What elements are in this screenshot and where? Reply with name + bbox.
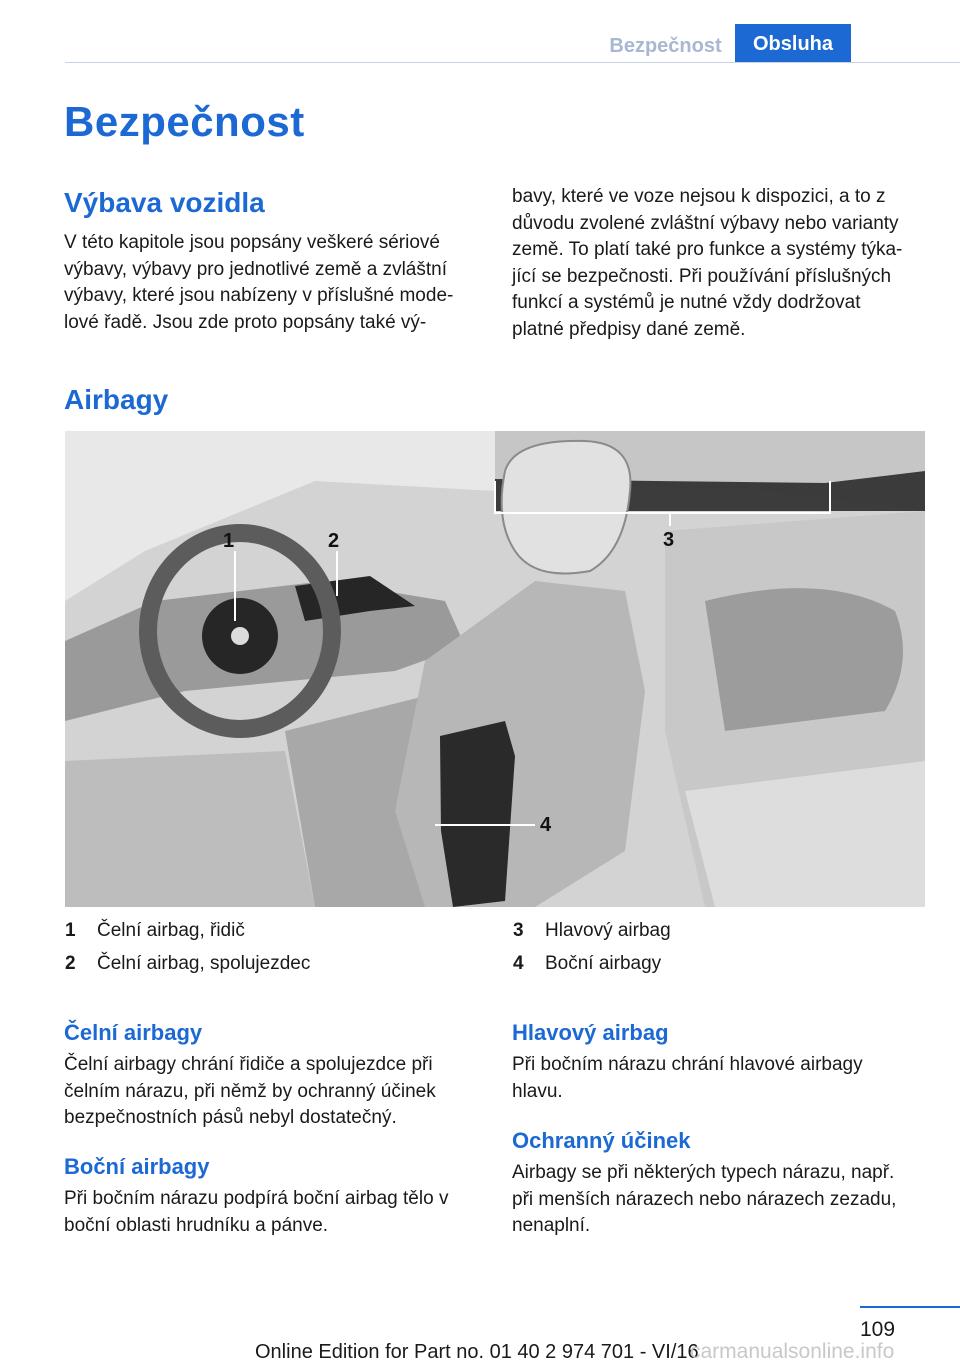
page-number: 109 bbox=[860, 1318, 896, 1341]
airbag-illustration bbox=[65, 431, 925, 907]
legend-text: Boční airbagy bbox=[545, 953, 662, 974]
equipment-text-right: bavy, které ve voze nejsou k dispozici, a to z důvodu zvolené zvláštní výbavy nebo varianty země. To platí také pro funkce a systémy týka‐ jící se bezpečnosti. Při používání příslušných funkcí a systémů je nutné vždy dodržovat platné předpisy dané země. bbox=[512, 186, 903, 340]
legend-num: 3 bbox=[513, 920, 524, 941]
legend-text: Čelní airbag, spolujezdec bbox=[97, 953, 311, 974]
legend-num: 1 bbox=[65, 920, 76, 941]
callout-4: 4 bbox=[540, 814, 552, 836]
edition-note: Online Edition for Part no. 01 40 2 974 701 - VI/16 bbox=[255, 1341, 699, 1363]
side-airbags-heading: Boční airbagy bbox=[64, 1154, 210, 1179]
page-title: Bezpečnost bbox=[64, 98, 305, 145]
equipment-heading: Výbava vozidla bbox=[64, 187, 265, 218]
header-section-tab[interactable]: Bezpečnost bbox=[609, 35, 722, 57]
front-airbags-heading: Čelní airbagy bbox=[64, 1020, 203, 1045]
airbags-heading: Airbagy bbox=[64, 384, 169, 415]
header-rule bbox=[65, 62, 960, 63]
equipment-text-left: V této kapitole jsou popsány veškeré sériové výbavy, výbavy pro jednotlivé země a zvláštní výbavy, které jsou nabízeny v příslušné mode‐ lové řadě. Jsou zde proto popsány také vý‐ bbox=[64, 232, 454, 333]
callout-1: 1 bbox=[223, 530, 235, 552]
protection-heading: Ochranný účinek bbox=[512, 1128, 691, 1153]
legend-text: Čelní airbag, řidič bbox=[97, 920, 245, 941]
callout-3: 3 bbox=[663, 529, 675, 551]
car-interior-drawing bbox=[65, 431, 925, 907]
legend-num: 2 bbox=[65, 953, 76, 974]
legend-num: 4 bbox=[513, 953, 524, 974]
side-airbags-text: Při bočním nárazu podpírá boční airbag tělo v boční oblasti hrudníku a pánve. bbox=[64, 1188, 449, 1236]
watermark: carmanualsonline.info bbox=[690, 1340, 895, 1363]
head-airbag-text: Při bočním nárazu chrání hlavové airbagy hlavu. bbox=[512, 1054, 863, 1102]
front-airbags-text: Čelní airbagy chrání řidiče a spolujezdce při čelním nárazu, při němž by ochranný účinek bezpečnostních pásů nebyl dostatečný. bbox=[64, 1054, 436, 1128]
legend-text: Hlavový airbag bbox=[545, 920, 671, 941]
header-chapter-tab[interactable]: Obsluha bbox=[735, 24, 851, 62]
footer-rule bbox=[860, 1306, 960, 1308]
callout-2: 2 bbox=[328, 530, 340, 552]
head-airbag-heading: Hlavový airbag bbox=[512, 1020, 669, 1045]
protection-text: Airbagy se při některých typech nárazu, např. při menších nárazech nebo nárazech zezadu, nenaplní. bbox=[512, 1162, 897, 1236]
